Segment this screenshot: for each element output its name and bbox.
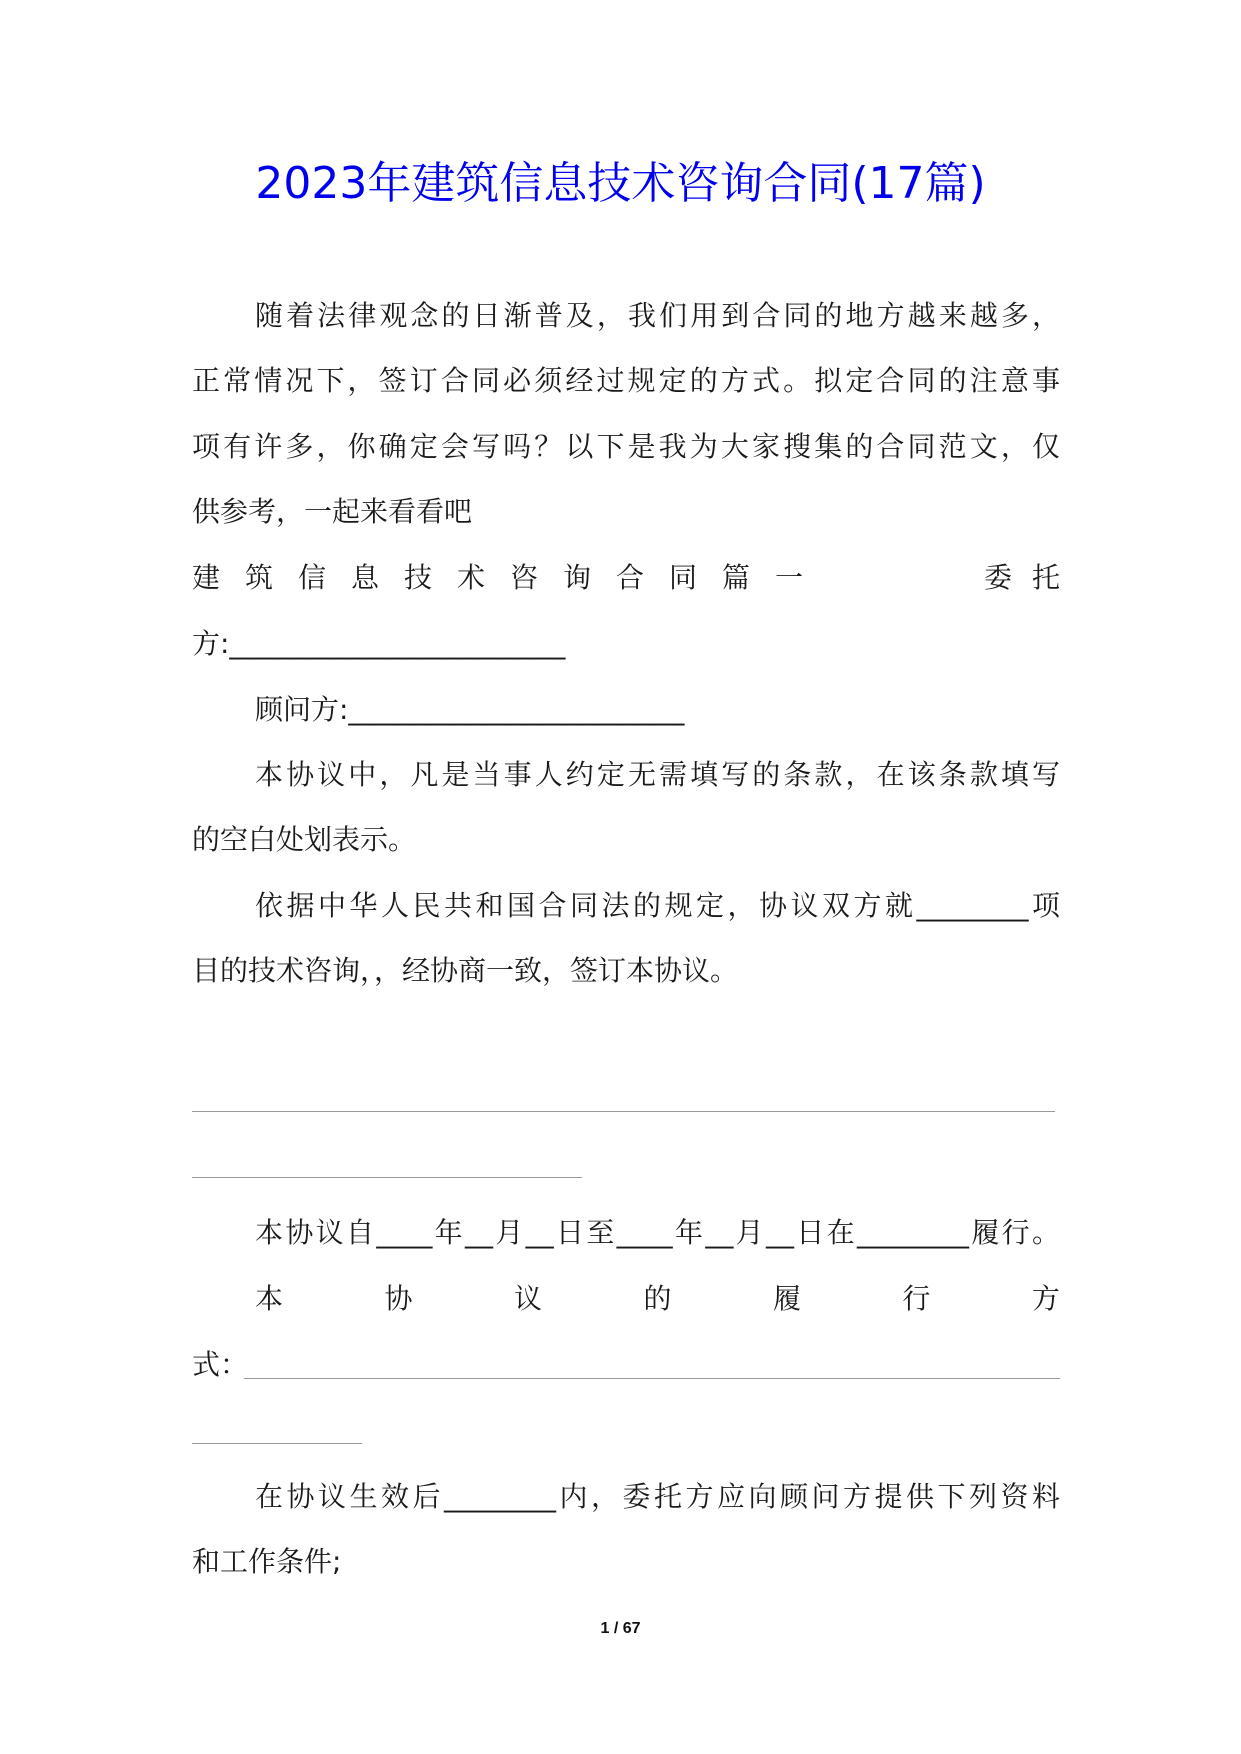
page-number: 1 / 67: [600, 1620, 641, 1637]
method-label: 式：: [192, 1348, 249, 1381]
method-field[interactable]: [244, 1378, 1060, 1379]
method-char: 协: [384, 1282, 413, 1315]
para3-line-2: 和工作条件;: [192, 1545, 342, 1578]
method-char: 行: [902, 1282, 931, 1315]
para1-line-2: 的空白处划表示。: [192, 823, 417, 856]
para1-line-1: 本协议中，凡是当事人约定无需填写的条款，在该条款填写: [255, 758, 1060, 791]
intro-line-2: 正常情况下，签订合同必须经过规定的方式。拟定合同的注意事: [192, 364, 1060, 397]
term-line: 本协议自____年__月__日至____年__月__日在________履行。: [255, 1216, 1060, 1249]
method-line: [192, 1279, 1060, 1319]
method-char: 议: [513, 1282, 542, 1315]
para2-line-1: 依据中华人民共和国合同法的规定，协议双方就________项: [255, 889, 1060, 922]
intro-line-1: 随着法律观念的日渐普及，我们用到合同的地方越来越多，: [255, 299, 1060, 332]
method-char: 本: [255, 1282, 284, 1315]
para2-line-2: 目的技术咨询，，经协商一致，签订本协议。: [192, 954, 739, 987]
consultant-field[interactable]: 顾问方:________________________: [255, 693, 685, 726]
document-title: 2023年建筑信息技术咨询合同(17篇): [255, 158, 986, 209]
client-label-start: 委托: [983, 561, 1080, 594]
intro-line-3: 项有许多，你确定会写吗？以下是我为大家搜集的合同范文，仅: [192, 430, 1060, 463]
method-char: 方: [1031, 1282, 1060, 1315]
method-char: 的: [643, 1282, 672, 1315]
section-heading-line: [192, 558, 1080, 598]
blank-line-1[interactable]: [192, 1111, 1055, 1112]
method-char: 履: [772, 1282, 801, 1315]
blank-line-2[interactable]: [192, 1177, 582, 1178]
method-field-cont[interactable]: [192, 1443, 362, 1444]
intro-line-4: 供参考，一起来看看吧: [192, 495, 473, 528]
section-heading: 建筑信息技术咨询合同篇一: [192, 561, 829, 594]
para3-line-1: 在协议生效后________内，委托方应向顾问方提供下列资料: [255, 1480, 1060, 1513]
client-field[interactable]: 方:________________________: [192, 627, 566, 660]
